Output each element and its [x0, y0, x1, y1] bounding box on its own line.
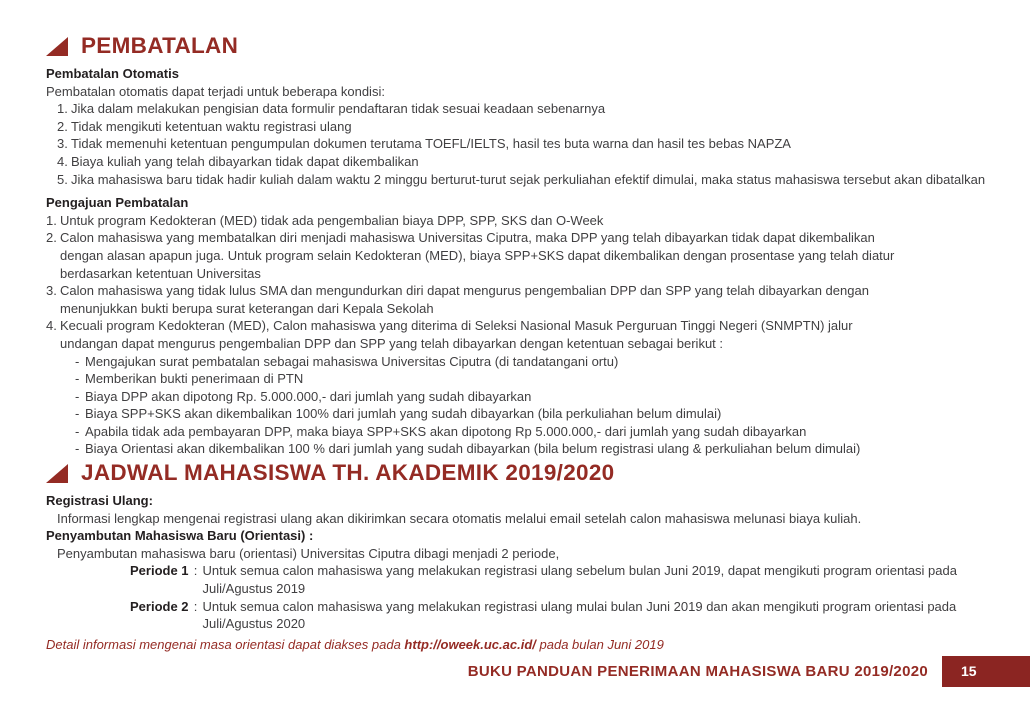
- list-item: [46, 229, 992, 282]
- sub-list-item: [75, 440, 992, 458]
- list-text: Biaya kuliah yang telah dibayarkan tidak dapat dikembalikan: [71, 153, 419, 169]
- page-number: 15: [961, 662, 977, 679]
- section-jadwal: [46, 460, 992, 653]
- list-number: 1.: [46, 212, 57, 228]
- periode-2-colon: :: [193, 598, 198, 614]
- list-text: Kecuali program Kedokteran (MED), Calon mahasiswa yang diterima di Seleksi Nasional Masuk Perguruan Tinggi Negeri (SNMPTN) jalur undangan dapat mengurus pengembalian DPP dan SPP yang telah dibayarkan dengan ketentuan sebagai berikut :: [60, 318, 853, 351]
- list-text: Jika dalam melakukan pengisian data formulir pendaftaran tidak sesuai keadaan sebenarnya: [71, 101, 606, 117]
- list-number: 3.: [57, 136, 68, 152]
- dash-bullet: -: [75, 353, 80, 369]
- list-text: Jika mahasiswa baru tidak hadir kuliah dalam waktu 2 minggu berturut-turut sejak perkuliahan efektif dimulai, maka status mahasiswa tersebut akan dibatalkan: [71, 171, 986, 187]
- pengajuan-subheading: Pengajuan Pembatalan: [46, 195, 189, 211]
- sub-list-item: [75, 423, 992, 441]
- dash-bullet: -: [75, 423, 80, 439]
- list-item: [57, 100, 992, 118]
- sub-list-text: Biaya Orientasi akan dikembalikan 100 % dari jumlah yang sudah dibayarkan (bila belum registrasi ulang & perkuliahan belum dimulai): [85, 441, 861, 457]
- list-number: 5.: [57, 171, 68, 187]
- periode-2-text: Untuk semua calon mahasiswa yang melakukan registrasi ulang mulai bulan Juni 2019 dan akan mengikuti program orientasi pada Juli/Agustus 2020: [202, 598, 957, 632]
- periode-2-label: Periode 2: [130, 598, 189, 614]
- periode-1-label: Periode 1: [130, 563, 189, 579]
- jadwal-title-text: JADWAL MAHASISWA TH. AKADEMIK 2019/2020: [81, 460, 615, 486]
- registrasi-text: Informasi lengkap mengenai registrasi ulang akan dikirimkan secara otomatis melalui email setelah calon mahasiswa melunasi biaya kuliah.: [57, 510, 862, 526]
- sub-list-item: [75, 405, 992, 423]
- pengajuan-list: [46, 212, 992, 353]
- dash-bullet: -: [75, 388, 80, 404]
- sub-list-text: Apabila tidak ada pembayaran DPP, maka biaya SPP+SKS akan dipotong Rp 5.000.000,- dari jumlah yang sudah dibayarkan: [85, 423, 807, 439]
- sub-list-text: Memberikan bukti penerimaan di PTN: [85, 371, 304, 387]
- periode-2-row: [130, 598, 992, 633]
- periode-1-row: [130, 562, 992, 597]
- list-item: [57, 118, 992, 136]
- sub-list-item: [75, 388, 992, 406]
- sub-list-item: [75, 353, 992, 371]
- triangle-icon: [46, 464, 68, 483]
- list-item: [57, 135, 992, 153]
- pengajuan-sublist: [46, 353, 992, 459]
- periode-1-colon: :: [193, 563, 198, 579]
- list-text: Tidak mengikuti ketentuan waktu registrasi ulang: [71, 118, 352, 134]
- page-footer: [468, 656, 1030, 687]
- orientasi-subheading: Penyambutan Mahasiswa Baru (Orientasi) :: [46, 528, 314, 544]
- list-number: 3.: [46, 283, 57, 299]
- orientasi-note: [46, 636, 992, 654]
- pembatalan-heading: [46, 33, 992, 59]
- sub-list-item: [75, 370, 992, 388]
- list-number: 4.: [46, 318, 57, 334]
- periode-1-text: Untuk semua calon mahasiswa yang melakukan registrasi ulang sebelum bulan Juni 2019, dapat mengikuti program orientasi pada Juli/Agustus 2019: [202, 563, 957, 597]
- list-number: 4.: [57, 153, 68, 169]
- list-number: 1.: [57, 101, 68, 117]
- list-item: [46, 282, 992, 317]
- dash-bullet: -: [75, 406, 80, 422]
- otomatis-intro: Pembatalan otomatis dapat terjadi untuk beberapa kondisi:: [46, 83, 385, 99]
- section-pembatalan: [46, 33, 992, 458]
- sub-list-text: Biaya SPP+SKS akan dikembalikan 100% dari jumlah yang sudah dibayarkan (bila perkuliahan belum dimulai): [85, 406, 722, 422]
- registrasi-subheading: Registrasi Ulang:: [46, 493, 153, 509]
- otomatis-list: [46, 100, 992, 188]
- otomatis-subheading: Pembatalan Otomatis: [46, 66, 179, 81]
- list-text: Untuk program Kedokteran (MED) tidak ada pengembalian biaya DPP, SPP, SKS dan O-Week: [60, 212, 604, 228]
- dash-bullet: -: [75, 441, 80, 457]
- oweek-url: http://oweek.uc.ac.id/: [404, 636, 536, 652]
- jadwal-heading: [46, 460, 992, 486]
- note-suffix: pada bulan Juni 2019: [535, 636, 664, 652]
- list-text: Calon mahasiswa yang membatalkan diri menjadi mahasiswa Universitas Ciputra, maka DPP yang telah dibayarkan tidak dapat dikembalikan dengan alasan apapun juga. Untuk program selain Kedokteran (MED), biaya SPP+SKS dapat dikembalikan dengan prosentase yang telah diatur berdasarkan ketentuan Universitas: [60, 230, 895, 281]
- list-item: [57, 171, 992, 189]
- pembatalan-title-text: PEMBATALAN: [81, 33, 239, 58]
- triangle-icon: [46, 37, 68, 56]
- list-item: [46, 317, 992, 352]
- list-number: 2.: [46, 230, 57, 246]
- note-prefix: Detail informasi mengenai masa orientasi dapat diakses pada: [46, 636, 405, 652]
- dash-bullet: -: [75, 371, 80, 387]
- sub-list-text: Biaya DPP akan dipotong Rp. 5.000.000,- dari jumlah yang sudah dibayarkan: [85, 388, 532, 404]
- book-title: BUKU PANDUAN PENERIMAAN MAHASISWA BARU 2019/2020: [467, 662, 928, 680]
- list-text: Calon mahasiswa yang tidak lulus SMA dan mengundurkan diri dapat mengurus pengembalian DPP dan SPP yang telah dibayarkan dengan menunjukkan bukti berupa surat keterangan dari Kepala Sekolah: [60, 283, 869, 316]
- list-text: Tidak memenuhi ketentuan pengumpulan dokumen terutama TOEFL/IELTS, hasil tes buta warna dan hasil tes bebas NAPZA: [71, 136, 791, 152]
- page-number-box: [942, 656, 1030, 687]
- list-item: [46, 212, 992, 230]
- orientasi-intro: Penyambutan mahasiswa baru (orientasi) Universitas Ciputra dibagi menjadi 2 periode,: [57, 545, 560, 561]
- sub-list-text: Mengajukan surat pembatalan sebagai mahasiswa Universitas Ciputra (di tandatangani ortu): [85, 353, 619, 369]
- list-number: 2.: [57, 118, 68, 134]
- list-item: [57, 153, 992, 171]
